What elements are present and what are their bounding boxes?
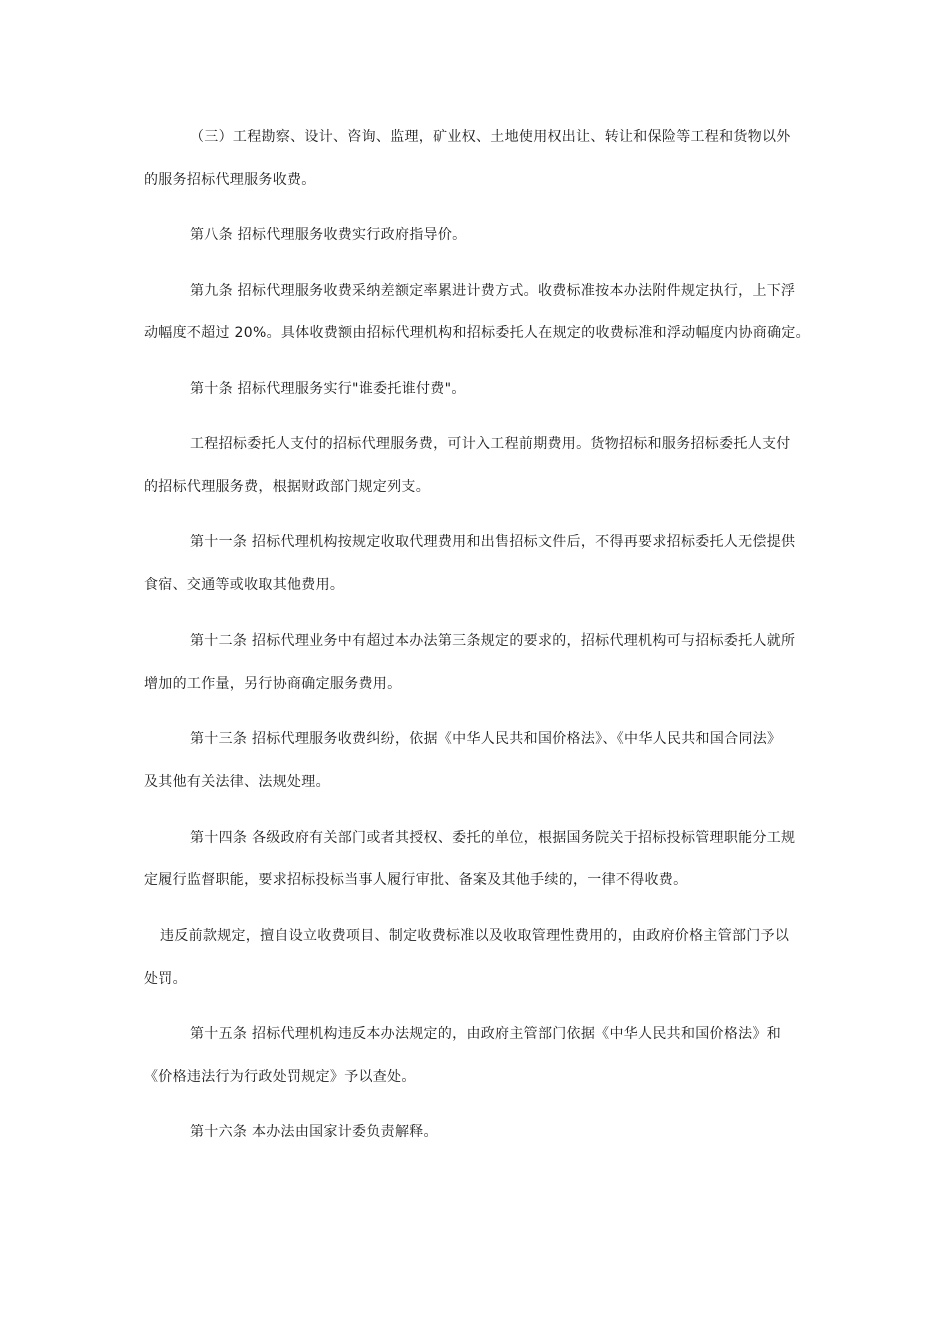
paragraph-item-3-line-2: 的服务招标代理服务收费。 xyxy=(144,172,316,188)
paragraph-item-3-line-1: （三）工程勘察、设计、咨询、监理，矿业权、土地使用权出让、转让和保险等工程和货物以外 xyxy=(190,129,791,145)
paragraph-article-16-line-1: 第十六条 本办法由国家计委负责解释。 xyxy=(190,1124,438,1140)
paragraph-article-8-line-1: 第八条 招标代理服务收费实行政府指导价。 xyxy=(190,227,467,243)
paragraph-article-12-line-1: 第十二条 招标代理业务中有超过本办法第三条规定的要求的，招标代理机构可与招标委托人就所 xyxy=(190,633,796,649)
paragraph-article-11-line-2: 食宿、交通等或收取其他费用。 xyxy=(144,577,345,593)
paragraph-article-10-line-1: 第十条 招标代理服务实行"谁委托谁付费"。 xyxy=(190,381,466,397)
paragraph-article-11-line-1: 第十一条 招标代理机构按规定收取代理费用和出售招标文件后，不得再要求招标委托人无偿提供 xyxy=(190,534,796,550)
paragraph-article-13-line-1: 第十三条 招标代理服务收费纠纷，依据《中华人民共和国价格法》、《中华人民共和国合同法》 xyxy=(190,731,782,747)
paragraph-article-14-line-2: 定履行监督职能，要求招标投标当事人履行审批、备案及其他手续的，一律不得收费。 xyxy=(144,872,688,888)
paragraph-article-14-2-line-1: 违反前款规定，擅自设立收费项目、制定收费标准以及收取管理性费用的，由政府价格主管部门予以 xyxy=(160,928,790,944)
paragraph-article-10-2-line-2: 的招标代理服务费，根据财政部门规定列支。 xyxy=(144,479,430,495)
paragraph-article-15-line-1: 第十五条 招标代理机构违反本办法规定的，由政府主管部门依据《中华人民共和国价格法》和 xyxy=(190,1026,782,1042)
paragraph-article-10-2-line-1: 工程招标委托人支付的招标代理服务费，可计入工程前期费用。货物招标和服务招标委托人支付 xyxy=(190,436,791,452)
paragraph-article-14-2-line-2: 处罚。 xyxy=(144,971,187,987)
paragraph-article-13-line-2: 及其他有关法律、法规处理。 xyxy=(144,774,330,790)
paragraph-article-12-line-2: 增加的工作量，另行协商确定服务费用。 xyxy=(144,676,402,692)
paragraph-article-9-line-1: 第九条 招标代理服务收费采纳差额定率累进计费方式。收费标准按本办法附件规定执行，上下浮 xyxy=(190,283,796,299)
paragraph-article-9-line-2: 动幅度不超过 20%。具体收费额由招标代理机构和招标委托人在规定的收费标准和浮动幅度内协商确定。 xyxy=(144,325,810,341)
paragraph-article-14-line-1: 第十四条 各级政府有关部门或者其授权、委托的单位，根据国务院关于招标投标管理职能分工规 xyxy=(190,830,796,846)
paragraph-article-15-line-2: 《价格违法行为行政处罚规定》予以查处。 xyxy=(144,1069,416,1085)
